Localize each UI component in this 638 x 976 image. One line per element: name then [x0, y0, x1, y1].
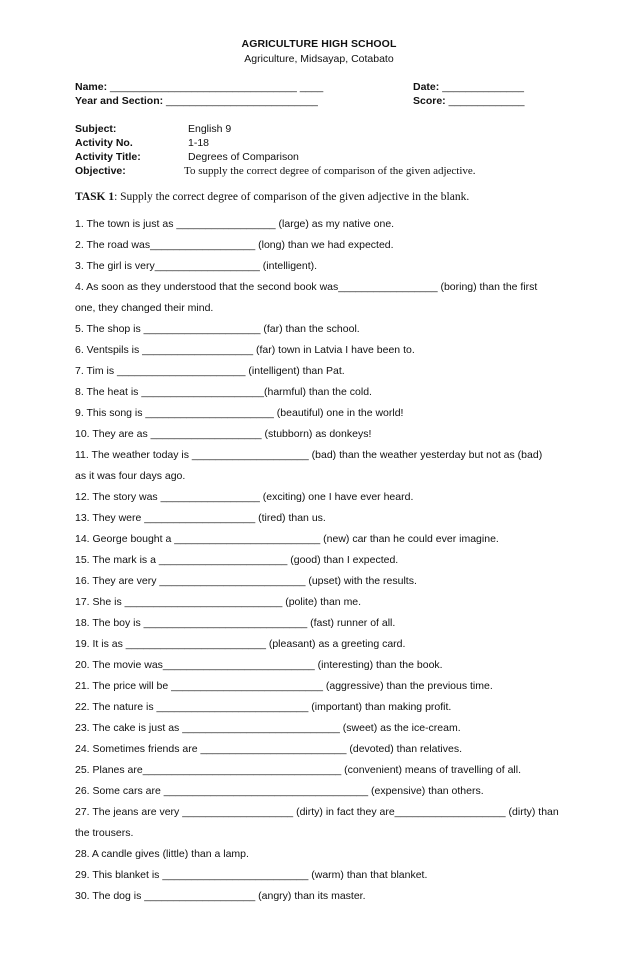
year-section-label: Year and Section: — [75, 95, 164, 107]
list-item: 26. Some cars are ___________________________________ (expensive) than others. — [75, 785, 484, 797]
list-item: 7. Tim is ______________________ (intelligent) than Pat. — [75, 365, 345, 377]
task-instruction — [75, 191, 469, 203]
list-item: 11. The weather today is ____________________ (bad) than the weather yesterday but not as (bad) — [75, 449, 543, 461]
name-blank: ________________________________ ____ — [110, 81, 324, 93]
school-name: AGRICULTURE HIGH SCHOOL — [241, 38, 397, 50]
year-section-field[interactable] — [75, 95, 318, 107]
list-item: 13. They were ___________________ (tired) than us. — [75, 512, 326, 524]
activity-title-label: Activity Title: — [75, 151, 141, 163]
list-item: the trousers. — [75, 827, 134, 839]
list-item: 10. They are as ___________________ (stubborn) as donkeys! — [75, 428, 372, 440]
school-address: Agriculture, Midsayap, Cotabato — [244, 53, 394, 65]
list-item: 12. The story was _________________ (exciting) one I have ever heard. — [75, 491, 414, 503]
objective-label: Objective: — [75, 165, 126, 177]
list-item: 1. The town is just as _________________ (large) as my native one. — [75, 218, 395, 230]
list-item: one, they changed their mind. — [75, 302, 214, 314]
list-item: 28. A candle gives (little) than a lamp. — [75, 848, 249, 860]
task-label: TASK 1 — [75, 191, 115, 203]
list-item: 9. This song is ______________________ (beautiful) one in the world! — [75, 407, 404, 419]
list-item: 20. The movie was__________________________ (interesting) than the book. — [75, 659, 443, 671]
list-item: 30. The dog is ___________________ (angry) than its master. — [75, 890, 366, 902]
subject-label: Subject: — [75, 123, 117, 135]
list-item: 5. The shop is ____________________ (far) than the school. — [75, 323, 360, 335]
activity-title-value: Degrees of Comparison — [188, 151, 299, 163]
list-item: 4. As soon as they understood that the second book was_________________ (boring) than the first — [75, 281, 538, 293]
list-item: 25. Planes are__________________________________ (convenient) means of travelling of all. — [75, 764, 522, 776]
list-item: 24. Sometimes friends are _________________________ (devoted) than relatives. — [75, 743, 463, 755]
date-blank: ______________ — [442, 81, 524, 93]
activity-no-label: Activity No. — [75, 137, 133, 149]
list-item: 27. The jeans are very ___________________ (dirty) in fact they are___________________ (dirty) than — [75, 806, 559, 818]
list-item: 3. The girl is very__________________ (intelligent). — [75, 260, 318, 272]
score-blank: _____________ — [448, 95, 525, 107]
activity-no-value: 1-18 — [188, 137, 210, 149]
list-item: 29. This blanket is _________________________ (warm) than that blanket. — [75, 869, 428, 881]
list-item: 17. She is ___________________________ (polite) than me. — [75, 596, 362, 608]
date-label: Date: — [413, 81, 440, 93]
list-item: as it was four days ago. — [75, 470, 186, 482]
list-item: 18. The boy is ____________________________ (fast) runner of all. — [75, 617, 396, 629]
year-section-blank: __________________________ — [166, 95, 318, 107]
subject-value: English 9 — [188, 123, 232, 135]
list-item: 15. The mark is a ______________________ (good) than I expected. — [75, 554, 399, 566]
list-item: 2. The road was__________________ (long) than we had expected. — [75, 239, 394, 251]
objective-value: To supply the correct degree of comparison of the given adjective. — [184, 165, 476, 177]
list-item: 21. The price will be __________________________ (aggressive) than the previous time. — [75, 680, 493, 692]
name-label: Name: — [75, 81, 108, 93]
list-item: 22. The nature is __________________________ (important) than making profit. — [75, 701, 452, 713]
list-item: 8. The heat is _____________________(harmful) than the cold. — [75, 386, 372, 398]
list-item: 16. They are very _________________________ (upset) with the results. — [75, 575, 417, 587]
list-item: 23. The cake is just as ___________________________ (sweet) as the ice-cream. — [75, 722, 461, 734]
task-text: : Supply the correct degree of comparison of the given adjective in the blank. — [114, 191, 470, 203]
list-item: 19. It is as ________________________ (pleasant) as a greeting card. — [75, 638, 406, 650]
date-field[interactable] — [413, 81, 524, 93]
list-item: 6. Ventspils is ___________________ (far) town in Latvia I have been to. — [75, 344, 415, 356]
score-field[interactable] — [413, 95, 525, 107]
name-field[interactable] — [75, 81, 323, 93]
score-label: Score: — [413, 95, 446, 107]
list-item: 14. George bought a _________________________ (new) car than he could ever imagine. — [75, 533, 499, 545]
